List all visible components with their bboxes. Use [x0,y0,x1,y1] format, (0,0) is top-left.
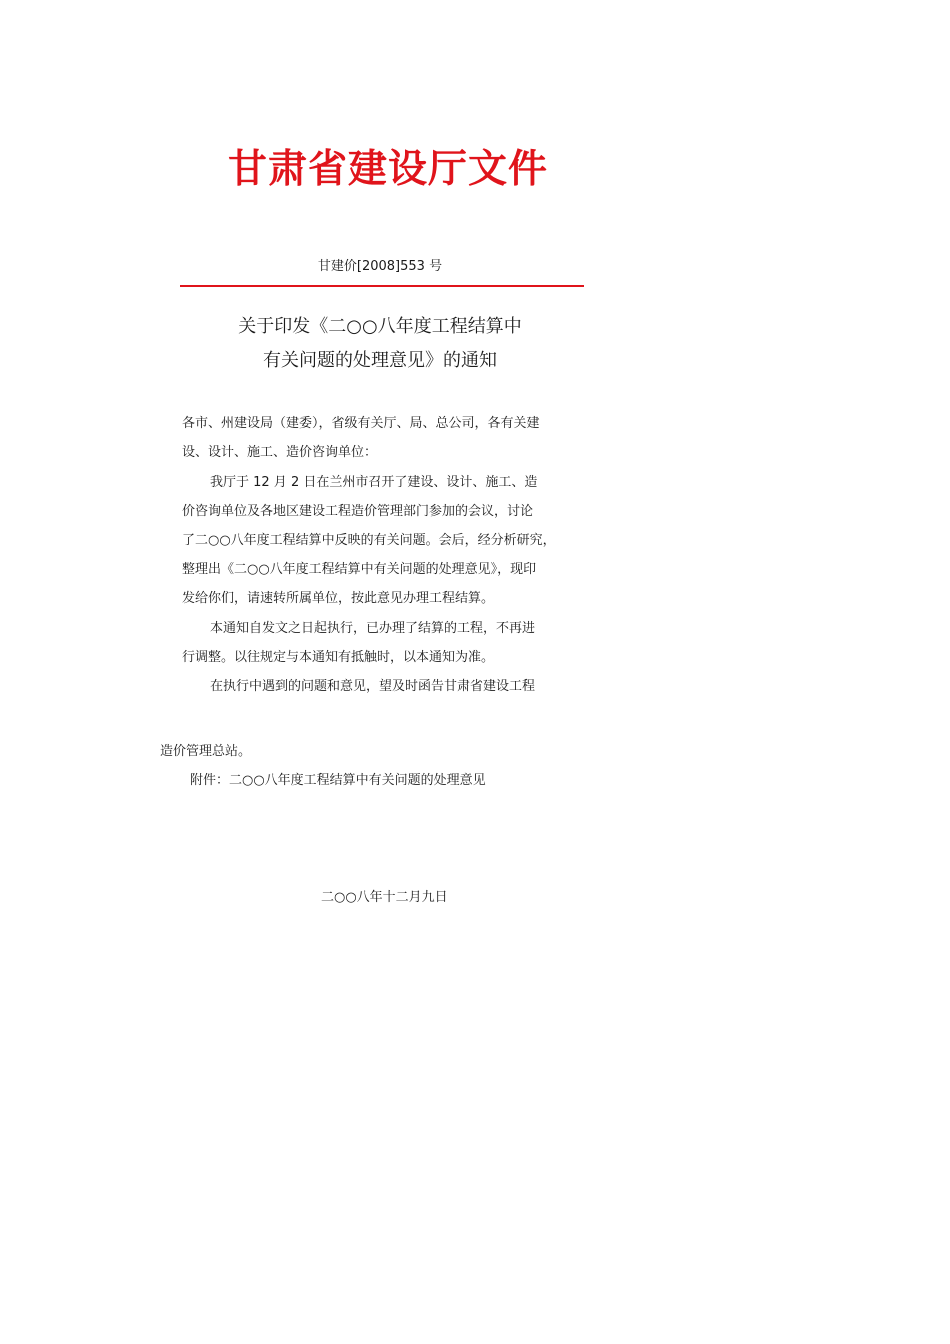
body-line-8: 本通知自发文之日起执行，已办理了结算的工程，不再进 [210,621,536,636]
body-line-9: 行调整。以往规定与本通知有抵触时，以本通知为准。 [182,650,495,665]
body-line-10: 在执行中遇到的问题和意见，望及时函告甘肃省建设工程 [210,679,536,694]
body-line-1: 各市、州建设局（建委），省级有关厅、局、总公司，各有关建 [182,416,540,431]
document-number: 甘建价[2008]553 号 [317,259,443,274]
notice-title-line-1: 关于印发《二○○八年度工程结算中 [238,316,522,337]
body-line-3: 我厅于 12 月 2 日在兰州市召开了建设、设计、施工、造 [210,475,538,490]
body-continuation: 造价管理总站。 [160,744,252,759]
body-line-5: 了二○○八年度工程结算中反映的有关问题。会后，经分析研究， [182,533,556,548]
notice-title-line-2: 有关问题的处理意见》的通知 [263,350,497,371]
body-line-7: 发给你们，请速转所属单位，按此意见办理工程结算。 [182,591,495,606]
body-line-2: 设、设计、施工、造价咨询单位： [182,445,378,460]
red-divider-line [180,285,584,287]
document-masthead: 甘肃省建设厅文件 [228,146,549,192]
attachment-note: 附件：二○○八年度工程结算中有关问题的处理意见 [190,773,486,788]
document-date: 二○○八年十二月九日 [321,890,448,905]
body-line-6: 整理出《二○○八年度工程结算中有关问题的处理意见》，现印 [182,562,537,577]
body-line-4: 价咨询单位及各地区建设工程造价管理部门参加的会议，讨论 [182,504,534,519]
